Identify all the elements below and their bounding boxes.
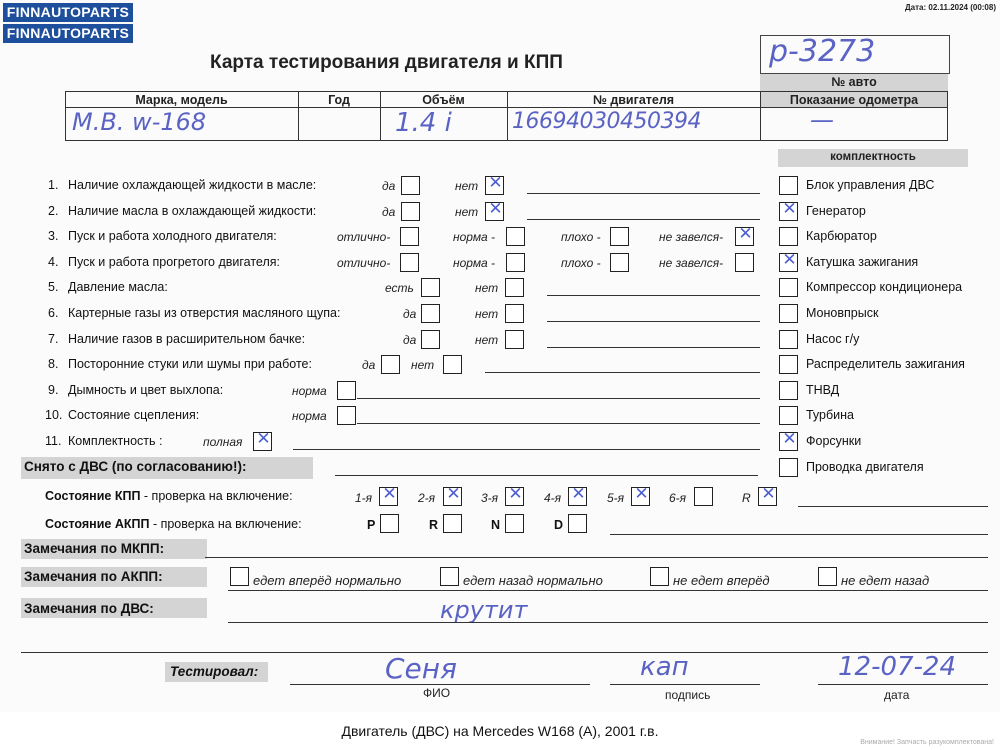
completeness-checkbox[interactable] (779, 429, 798, 451)
signature-label: подпись (665, 688, 711, 702)
question-number: 2. (48, 203, 59, 218)
plate-label: № авто (831, 75, 877, 89)
question-label: Пуск и работа холодного двигателя: (68, 229, 277, 244)
option-label: норма - (453, 230, 496, 245)
completeness-item-label: Катушка зажигания (806, 254, 919, 269)
completeness-checkbox[interactable] (779, 355, 798, 374)
akpp-gear-checkbox[interactable] (380, 514, 399, 533)
question-number: 5. (48, 280, 59, 295)
option-checkbox[interactable] (337, 381, 356, 400)
option-label: нет (411, 358, 435, 373)
akpp-remark-label: не едет вперёд (673, 573, 770, 588)
kpp-gear-checkbox[interactable] (631, 484, 650, 506)
answer-line (547, 295, 760, 296)
test-date: 12-07-24 (838, 652, 957, 682)
akpp-remark-label: едет назад нормально (463, 573, 603, 588)
kpp-gear-checkbox[interactable] (379, 484, 398, 506)
option-checkbox[interactable] (400, 253, 419, 272)
akpp-remark-checkbox[interactable] (818, 567, 837, 586)
question-number: 9. (48, 382, 59, 397)
kpp-gear-label: 4-я (544, 491, 562, 505)
answer-line (527, 219, 760, 220)
option-label: плохо - (561, 230, 601, 245)
check-mark-icon: ✕ (782, 198, 797, 219)
question-label: Комплектность : (68, 434, 163, 448)
kpp-gear-checkbox[interactable] (694, 487, 713, 506)
completeness-item-label: Генератор (806, 203, 866, 218)
kpp-label: Состояние КПП (45, 489, 141, 503)
option-label: нет (475, 307, 499, 321)
removed-label: Снято с ДВС (по согласованию!): (24, 459, 247, 474)
brand-logo-secondary: FINNAUTOPARTS (3, 24, 133, 43)
option-label: плохо - (561, 255, 601, 270)
tester-signature: кап (640, 652, 689, 682)
completeness-checkbox[interactable] (779, 381, 798, 400)
remarks-mkpp-label: Замечания по МКПП: (24, 541, 165, 556)
check-mark-icon: ✕ (761, 484, 776, 504)
option-label: да (382, 204, 396, 219)
kpp-gear-label: 1-я (355, 491, 373, 505)
check-mark-icon: ✕ (782, 249, 797, 270)
option-checkbox[interactable] (505, 304, 524, 323)
completeness-item-label: Распределитель зажигания (806, 357, 965, 372)
option-checkbox[interactable] (443, 355, 462, 374)
option-checkbox[interactable] (381, 355, 400, 374)
question-number: 11. (45, 434, 62, 448)
option-checkbox[interactable] (485, 198, 504, 221)
completeness-checkbox[interactable] (779, 198, 798, 221)
akpp-remark-label: едет вперёд нормально (253, 573, 402, 588)
option-label: норма (292, 383, 327, 398)
question-number: 3. (48, 229, 59, 244)
completeness-item-label: Компрессор кондиционера (806, 280, 963, 295)
option-checkbox[interactable] (400, 227, 419, 246)
akpp-remark-checkbox[interactable] (440, 567, 459, 586)
option-checkbox[interactable] (253, 429, 272, 451)
engine-number-value: 16694030450394 (512, 109, 701, 134)
option-checkbox[interactable] (337, 406, 356, 425)
completeness-checkbox[interactable] (779, 304, 798, 323)
kpp-suffix: - проверка на включение: (140, 489, 293, 503)
make-model-value: М.В. w-168 (72, 108, 207, 136)
option-checkbox[interactable] (421, 330, 440, 349)
col-make-model: Марка, модель (135, 93, 228, 107)
watermark-text: Внимание! Запчасть разукомплектована! (860, 739, 994, 746)
answer-line (357, 423, 760, 424)
question-number: 4. (48, 254, 59, 269)
completeness-item-label: Форсунки (806, 434, 862, 448)
option-label: нет (455, 179, 479, 193)
question-label: Картерные газы из отверстия масляного щупа: (68, 306, 341, 320)
check-mark-icon: ✕ (782, 429, 797, 449)
date-label: дата (884, 688, 910, 702)
check-mark-icon: ✕ (488, 173, 503, 193)
akpp-gear-label: R (429, 518, 439, 532)
completeness-item-label: Насос г/у (806, 331, 860, 346)
option-label: да (382, 179, 396, 193)
kpp-gear-label: 2-я (418, 491, 436, 505)
akpp-row-label (45, 517, 302, 531)
page-title: Карта тестирования двигателя и КПП (210, 52, 563, 73)
answer-line (527, 193, 760, 194)
kpp-gear-label: 6-я (669, 491, 687, 505)
option-label: отлично- (337, 230, 391, 245)
question-label: Дымность и цвет выхлопа: (68, 382, 224, 397)
option-label: отлично- (337, 255, 391, 270)
remarks-dvs-value: крутит (440, 596, 528, 624)
completeness-item-label: Проводка двигателя (806, 459, 924, 474)
option-checkbox[interactable] (485, 173, 504, 195)
plate-field (760, 35, 950, 74)
option-checkbox[interactable] (610, 253, 629, 272)
question-number: 8. (48, 357, 59, 372)
option-label: нет (475, 281, 499, 296)
option-label: не завелся- (659, 230, 724, 245)
remarks-akpp-label: Замечания по АКПП: (24, 569, 163, 584)
header-date: Дата: 02.11.2024 (00:08) (904, 3, 996, 12)
option-checkbox[interactable] (401, 176, 420, 195)
completeness-item-label: Карбюратор (806, 229, 877, 244)
option-checkbox[interactable] (505, 330, 524, 349)
answer-line (547, 347, 760, 348)
completeness-checkbox[interactable] (779, 227, 798, 246)
answer-line (547, 321, 760, 322)
kpp-row-label (45, 489, 293, 503)
brand-logo: FINNAUTOPARTS (3, 3, 133, 22)
option-checkbox[interactable] (735, 224, 754, 246)
question-label: Посторонние стуки или шумы при работе: (68, 357, 312, 372)
completeness-checkbox[interactable] (779, 278, 798, 297)
akpp-gear-label: N (491, 518, 501, 532)
kpp-gear-checkbox[interactable] (443, 484, 462, 506)
check-mark-icon: ✕ (382, 484, 397, 504)
fio-label: ФИО (423, 686, 451, 700)
question-number: 7. (48, 331, 59, 346)
col-engine-number: № двигателя (592, 93, 675, 107)
remarks-dvs-label: Замечания по ДВС: (24, 601, 154, 616)
option-label: не завелся- (659, 255, 724, 270)
completeness-checkbox[interactable] (779, 406, 798, 425)
option-label: норма - (453, 255, 496, 270)
question-label: Пуск и работа прогретого двигателя: (68, 254, 280, 269)
photo-caption: Двигатель (ДВС) на Mercedes W168 (A), 2001 г.в. (341, 723, 659, 739)
option-label: да (362, 358, 376, 373)
check-mark-icon: ✕ (256, 429, 271, 449)
akpp-remark-checkbox[interactable] (650, 567, 669, 586)
akpp-suffix: - проверка на включение: (149, 517, 302, 531)
option-label: норма (292, 409, 327, 424)
kpp-gear-checkbox[interactable] (568, 484, 587, 506)
option-label: нет (455, 204, 479, 219)
completeness-checkbox[interactable] (779, 330, 798, 349)
question-label: Состояние сцепления: (68, 408, 200, 423)
option-checkbox[interactable] (401, 202, 420, 221)
kpp-gear-label: R (742, 491, 751, 505)
odometer-value: — (810, 106, 834, 134)
question-number: 6. (48, 306, 59, 320)
completeness-item-label: Блок управления ДВС (806, 178, 935, 192)
completeness-item-label: ТНВД (806, 382, 840, 397)
option-checkbox[interactable] (735, 253, 754, 272)
option-checkbox[interactable] (421, 278, 440, 297)
option-label: да (403, 307, 417, 321)
check-mark-icon: ✕ (634, 484, 649, 504)
col-volume: Объём (422, 93, 465, 107)
option-label: полная (203, 435, 243, 449)
col-year: Год (328, 93, 350, 107)
option-checkbox[interactable] (505, 278, 524, 297)
check-mark-icon: ✕ (488, 198, 503, 219)
question-label: Наличие охлаждающей жидкости в масле: (68, 178, 317, 192)
akpp-gear-checkbox[interactable] (568, 514, 587, 533)
akpp-gear-label: D (554, 518, 564, 532)
question-number: 10. (45, 408, 63, 423)
question-label: Давление масла: (68, 280, 168, 295)
answer-line (357, 398, 760, 399)
akpp-label: Состояние АКПП (45, 517, 150, 531)
tester-name: Сеня (385, 652, 457, 685)
completeness-checkbox[interactable] (779, 176, 798, 195)
tested-label: Тестировал: (170, 664, 259, 679)
question-label: Наличие газов в расширительном бачке: (68, 331, 306, 346)
check-mark-icon: ✕ (571, 484, 586, 504)
akpp-remark-label: не едет назад (841, 573, 930, 588)
kpp-gear-label: 3-я (481, 491, 499, 505)
plate-value: р-3273 (769, 34, 876, 69)
answer-line (485, 372, 760, 373)
akpp-remark-checkbox[interactable] (230, 567, 249, 586)
option-checkbox[interactable] (610, 227, 629, 246)
akpp-gear-checkbox[interactable] (505, 514, 524, 533)
kpp-gear-label: 5-я (607, 491, 625, 505)
completeness-checkbox[interactable] (779, 249, 798, 272)
akpp-gear-label: P (367, 518, 376, 532)
completeness-item-label: Турбина (806, 408, 854, 423)
col-odometer: Показание одометра (789, 93, 919, 107)
akpp-gear-checkbox[interactable] (443, 514, 462, 533)
option-label: да (403, 332, 417, 347)
completeness-item-label: Моновпрыск (806, 306, 879, 320)
answer-line (293, 449, 760, 450)
option-checkbox[interactable] (506, 253, 525, 272)
option-label: есть (385, 281, 414, 296)
kpp-gear-checkbox[interactable] (758, 484, 777, 506)
completeness-checkbox[interactable] (779, 458, 798, 477)
completeness-title: комплектность (830, 151, 916, 163)
volume-value: 1.4 i (395, 108, 452, 138)
kpp-gear-checkbox[interactable] (505, 484, 524, 506)
check-mark-icon: ✕ (446, 484, 461, 504)
question-label: Наличие масла в охлаждающей жидкости: (68, 203, 317, 218)
question-number: 1. (48, 178, 59, 192)
option-checkbox[interactable] (421, 304, 440, 323)
check-mark-icon: ✕ (508, 484, 523, 504)
option-checkbox[interactable] (506, 227, 525, 246)
option-label: нет (475, 332, 499, 347)
check-mark-icon: ✕ (738, 224, 753, 245)
